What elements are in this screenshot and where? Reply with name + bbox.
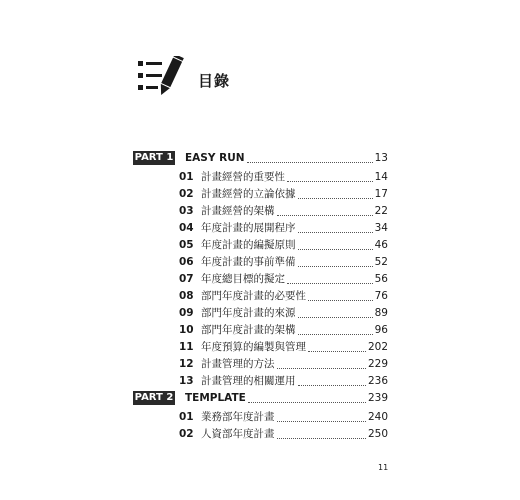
chapter-title: 業務部年度計畫: [201, 411, 275, 423]
dot-leader: [277, 412, 366, 422]
page-ref: 17: [374, 188, 388, 200]
toc-chapter-row: [179, 339, 388, 355]
dot-leader: [308, 291, 373, 301]
page-ref: 96: [374, 324, 388, 336]
chapter-number: 06: [179, 256, 194, 268]
chapter-title: 部門年度計畫的架構: [201, 324, 296, 336]
dot-leader: [298, 325, 373, 335]
chapter-title: 計畫經營的立論依據: [201, 188, 296, 200]
chapter-number: 01: [179, 171, 194, 183]
chapter-number: 12: [179, 358, 194, 370]
toc-chapter-row: [179, 254, 388, 270]
dot-leader: [247, 153, 373, 163]
toc-chapter-row: [179, 237, 388, 253]
dot-leader: [298, 257, 373, 267]
page-ref: 46: [374, 239, 388, 251]
dot-leader: [298, 308, 373, 318]
toc-chapter-row: [179, 322, 388, 338]
page-ref: 76: [374, 290, 388, 302]
page-ref: 14: [374, 171, 388, 183]
dot-leader: [298, 240, 373, 250]
toc-chapter-row: [179, 186, 388, 202]
chapter-title: 年度計畫的事前準備: [201, 256, 296, 268]
part-title: EASY RUN: [185, 152, 245, 164]
page-ref: 56: [374, 273, 388, 285]
page-ref: 89: [374, 307, 388, 319]
page-ref: 236: [367, 375, 388, 387]
toc-chapter-row: [179, 288, 388, 304]
toc-chapter-row: [179, 169, 388, 185]
toc-chapter-row: [179, 373, 388, 389]
dot-leader: [298, 223, 373, 233]
chapter-number: 02: [179, 188, 194, 200]
chapter-number: 05: [179, 239, 194, 251]
page-ref: 202: [367, 341, 388, 353]
page-ref: 22: [374, 205, 388, 217]
part-label: PART 1: [134, 152, 174, 163]
dot-leader: [287, 274, 373, 284]
chapter-title: 計畫經營的架構: [201, 205, 275, 217]
toc-part-row: [133, 390, 388, 406]
dot-leader: [248, 393, 366, 403]
chapter-title: 部門年度計畫的來源: [201, 307, 296, 319]
toc-chapter-row: [179, 356, 388, 372]
chapter-title: 部門年度計畫的必要性: [201, 290, 306, 302]
chapter-title: 計畫管理的相關運用: [201, 375, 296, 387]
chapter-number: 09: [179, 307, 194, 319]
chapter-number: 11: [179, 341, 194, 353]
page-ref: 240: [367, 411, 388, 423]
toc-chapter-row: [179, 409, 388, 425]
chapter-title: 年度計畫的展開程序: [201, 222, 296, 234]
toc-chapter-row: [179, 203, 388, 219]
page-ref: 13: [374, 152, 388, 164]
toc-chapter-row: [179, 305, 388, 321]
chapter-number: 02: [179, 428, 194, 440]
chapter-title: 計畫經營的重要性: [201, 171, 285, 183]
dot-leader: [298, 376, 366, 386]
part-title: TEMPLATE: [185, 392, 246, 404]
chapter-number: 03: [179, 205, 194, 217]
chapter-number: 10: [179, 324, 194, 336]
page-ref: 229: [367, 358, 388, 370]
dot-leader: [298, 189, 373, 199]
chapter-number: 13: [179, 375, 194, 387]
chapter-title: 年度總目標的擬定: [201, 273, 285, 285]
page-ref: 52: [374, 256, 388, 268]
page-title: 目錄: [198, 72, 231, 90]
chapter-title: 計畫管理的方法: [201, 358, 275, 370]
part-label: PART 2: [134, 392, 174, 403]
toc-chapter-row: [179, 271, 388, 287]
chapter-number: 04: [179, 222, 194, 234]
page-number: 11: [378, 463, 389, 472]
page-ref: 239: [367, 392, 388, 404]
dot-leader: [277, 206, 373, 216]
page-ref: 250: [367, 428, 388, 440]
chapter-number: 08: [179, 290, 194, 302]
toc-part-row: [133, 150, 388, 166]
dot-leader: [287, 172, 373, 182]
toc-chapter-row: [179, 426, 388, 442]
toc-chapter-row: [179, 220, 388, 236]
dot-leader: [308, 342, 366, 352]
chapter-title: 年度計畫的編擬原則: [201, 239, 296, 251]
dot-leader: [277, 429, 366, 439]
page-ref: 34: [374, 222, 388, 234]
chapter-number: 01: [179, 411, 194, 423]
chapter-title: 人資部年度計畫: [201, 428, 275, 440]
chapter-number: 07: [179, 273, 194, 285]
dot-leader: [277, 359, 366, 369]
chapter-title: 年度預算的編製與管理: [201, 341, 306, 353]
